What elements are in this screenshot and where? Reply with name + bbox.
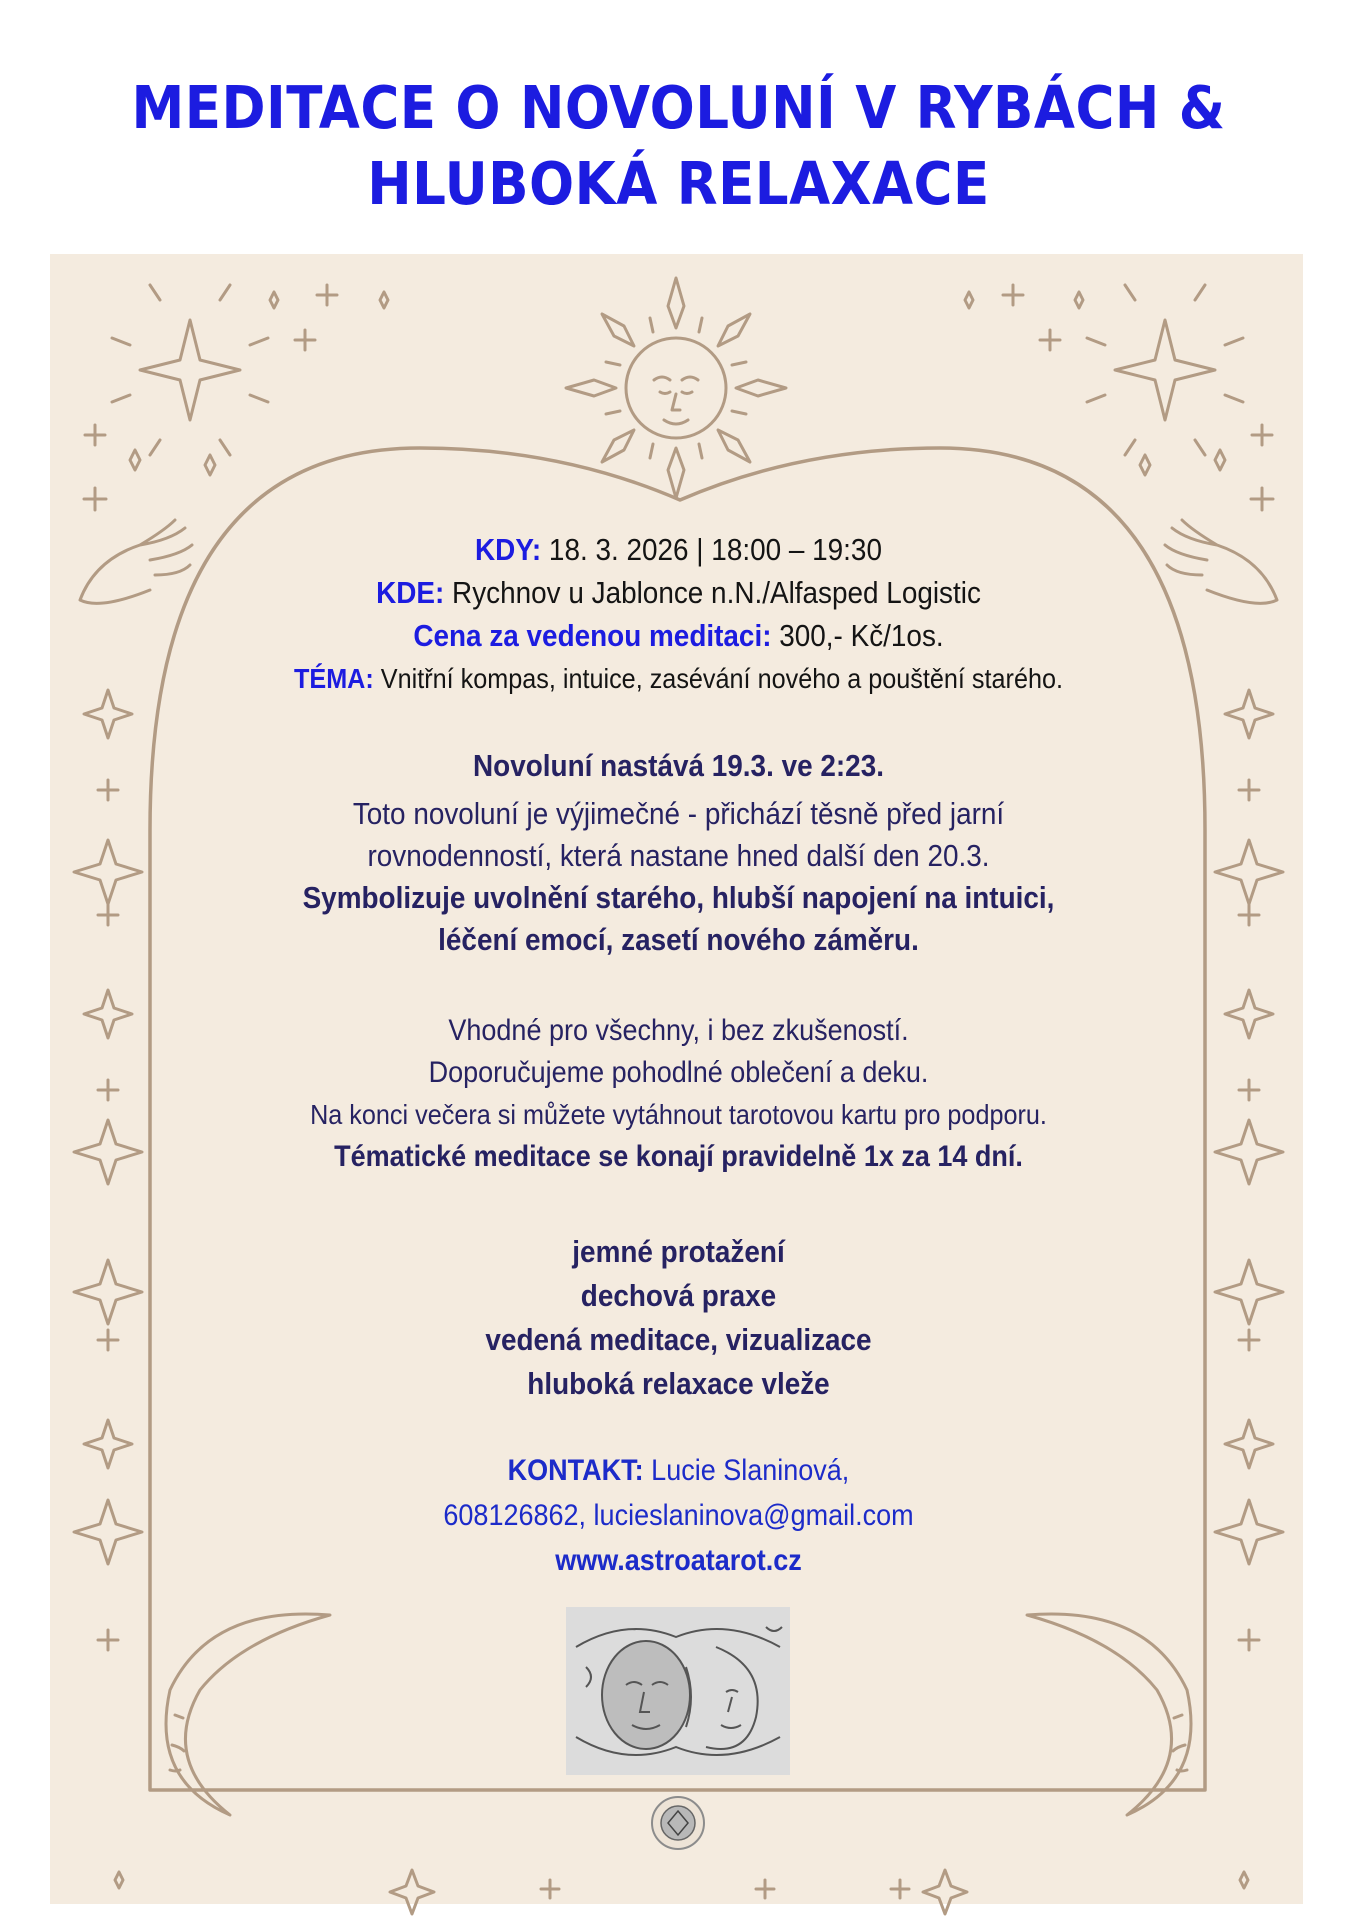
sun-icon <box>566 278 786 498</box>
contact-row <box>68 1448 1289 1493</box>
suitability-line-2: Doporučujeme pohodlné oblečení a deku. <box>428 1056 929 1089</box>
when-label: KDY: <box>475 532 542 567</box>
where-value: Rychnov u Jablonce n.N./Alfasped Logistic <box>452 575 981 610</box>
tarot-art-photo <box>566 1607 790 1775</box>
program-item: hluboká relaxace vleže <box>527 1366 830 1401</box>
price-value: 300,- Kč/1os. <box>779 618 944 653</box>
when-row <box>68 528 1289 571</box>
sparkle-star-icon <box>112 285 268 455</box>
new-moon-section <box>68 745 1289 961</box>
new-moon-heading: Novoluní nastává 19.3. ve 2:23. <box>473 748 884 783</box>
website-link[interactable]: www.astroatarot.cz <box>555 1544 802 1577</box>
new-moon-line-1: Toto novoluní je výjimečné - přichází těsně před jarní <box>352 796 1005 831</box>
where-row <box>68 571 1289 614</box>
contact-name: Lucie Slaninová, <box>651 1454 850 1487</box>
suitability-line-4: Tématické meditace se konají pravidelně 1x za 14 dní. <box>334 1140 1023 1173</box>
title-line-2: HLUBOKÁ RELAXACE <box>367 149 990 218</box>
price-row <box>68 614 1289 657</box>
theme-row <box>68 657 1289 700</box>
program-list <box>68 1230 1289 1406</box>
suitability-line-3: Na konci večera si můžete vytáhnout tarotovou kartu pro podporu. <box>310 1099 1047 1130</box>
crescent-moon-face-icon <box>1027 1614 1191 1815</box>
price-label: Cena za vedenou meditaci: <box>413 618 772 653</box>
contact-section <box>68 1448 1289 1583</box>
program-item: jemné protažení <box>572 1234 785 1269</box>
where-label: KDE: <box>376 575 445 610</box>
logo-badge <box>650 1795 706 1851</box>
suitability-section <box>68 1010 1289 1178</box>
theme-label: TÉMA: <box>293 663 374 694</box>
contact-details[interactable]: 608126862, lucieslaninova@gmail.com <box>443 1499 914 1532</box>
crescent-moon-face-icon <box>166 1614 330 1815</box>
new-moon-line-3: Symbolizuje uvolnění starého, hlubší napojení na intuici, <box>302 880 1055 915</box>
when-value: 18. 3. 2026 | 18:00 – 19:30 <box>548 532 882 567</box>
theme-value: Vnitřní kompas, intuice, zasévání nového a pouštění starého. <box>380 663 1063 694</box>
event-info <box>68 528 1289 700</box>
program-item: vedená meditace, vizualizace <box>485 1322 872 1357</box>
suitability-line-1: Vhodné pro všechny, i bez zkušeností. <box>448 1014 909 1047</box>
program-item: dechová praxe <box>580 1278 777 1313</box>
new-moon-line-2: rovnodenností, která nastane hned další den 20.3. <box>367 838 990 873</box>
sparkle-star-icon <box>1087 285 1243 455</box>
contact-label: KONTAKT: <box>507 1454 644 1487</box>
new-moon-line-4: léčení emocí, zasetí nového záměru. <box>438 922 919 957</box>
title-line-1: MEDITACE O NOVOLUNÍ V RYBÁCH & <box>131 73 1226 142</box>
